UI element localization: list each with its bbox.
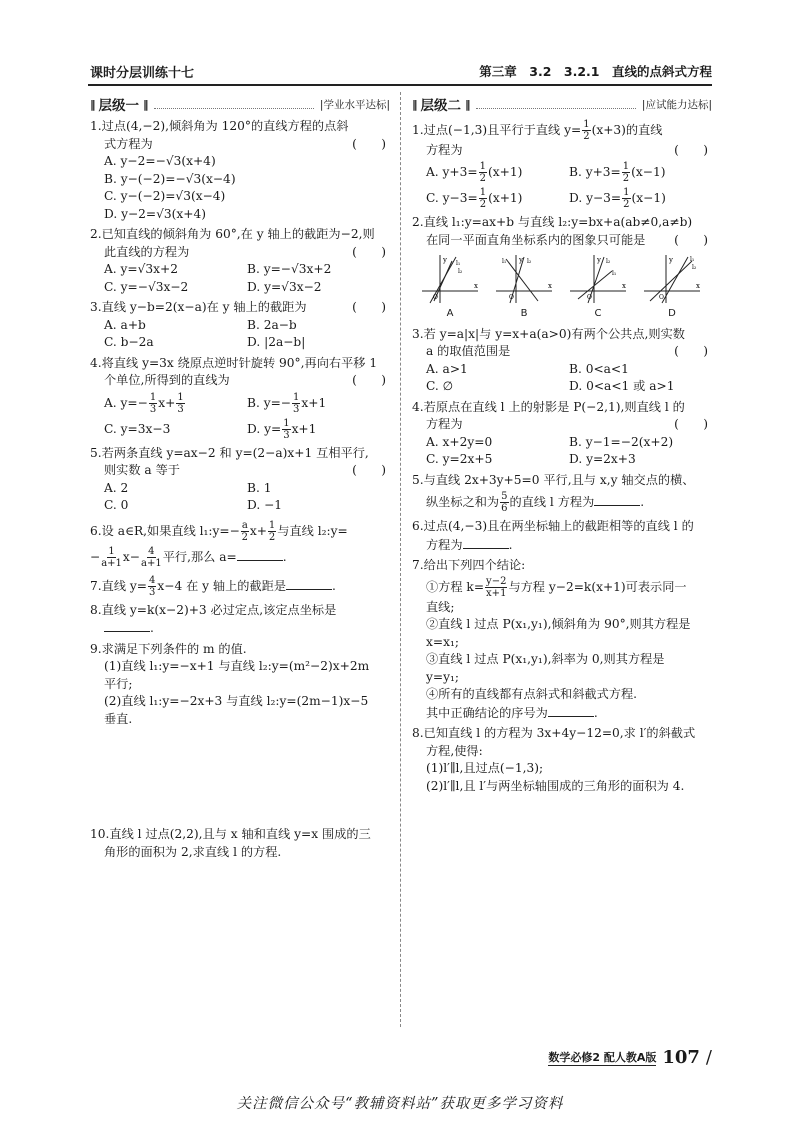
option: B. y−(−2)=−√3(x−4) bbox=[104, 171, 236, 186]
option: A. 2 bbox=[104, 480, 129, 495]
answer-blank bbox=[548, 704, 594, 717]
svg-text:y: y bbox=[519, 256, 523, 264]
svg-text:l₁: l₁ bbox=[612, 270, 617, 277]
column-divider bbox=[400, 92, 401, 1027]
level-two-title: 层级二 bbox=[420, 98, 461, 114]
question-l4: 4.将直线 y=3x 绕原点逆时针旋转 90°,再向右平移 1 个单位,所得到的直线为 ( ) A. y=− $\frac{1}{3}$ x+ $\frac{1}{3}$ B. y=− $\frac{1}{3}$ x+1 C. y=3x−3 D. y= $\frac{1}{3}$ x+1 bbox=[90, 355, 390, 442]
question-l3: 3.直线 y−b=2(x−a)在 y 轴上的截距为 ( ) A. a+b B. 2a−b C. b−2a D. |2a−b| bbox=[90, 299, 390, 352]
svg-text:x: x bbox=[474, 282, 478, 290]
graph-option-c: y x O l₁ l₂ C bbox=[568, 253, 628, 323]
graph-option-b: y x O l₁ l₂ B bbox=[494, 253, 554, 323]
svg-text:O: O bbox=[433, 294, 438, 301]
svg-text:x: x bbox=[622, 282, 626, 290]
graph-option-d: y x O l₁ l₂ D bbox=[642, 253, 702, 323]
header-left-title: 课时分层训练十七 bbox=[90, 66, 195, 81]
svg-text:l₂: l₂ bbox=[527, 258, 532, 265]
svg-text:y: y bbox=[597, 256, 601, 264]
answer-blank bbox=[286, 577, 332, 590]
handwritten-note: 关注微信公众号“教辅资料站”获取更多学习资料 bbox=[236, 1096, 564, 1112]
level-two-heading: ‖ 层级二 ‖ |应试能力达标| bbox=[412, 94, 712, 114]
option: D. y=2x+3 bbox=[569, 452, 636, 466]
option: C. y−3= $\frac{1}{2}$ (x+1) bbox=[426, 187, 523, 210]
option: A. a>1 bbox=[426, 361, 468, 376]
level-one-tag: |学业水平达标| bbox=[319, 98, 390, 111]
question-l10: 10.直线 l 过点(2,2),且与 x 轴和直线 y=x 围成的三 角形的面积为 2,求直线 l 的方程. bbox=[90, 827, 371, 859]
graph-d-figure bbox=[642, 253, 702, 305]
page-footer bbox=[548, 1047, 712, 1068]
graph-options bbox=[412, 253, 712, 323]
option: A. y−2=−√3(x+4) bbox=[104, 154, 216, 168]
graph-option-a: y x O l₁ l₂ A bbox=[420, 253, 480, 323]
question-r2: 2.直线 l₁:y=ax+b 与直线 l₂:y=bx+a(ab≠0,a≠b) 在同一平面直角坐标系内的图象只可能是 ( ) y x O l₁ l₂ A y x O l₁ l₂ B y x O l₁ l₂ C y x O l₁ l₂ D bbox=[412, 214, 712, 323]
question-l7: 7.直线 y= $\frac{4}{3}$ x−4 在 y 轴上的截距是 . bbox=[90, 574, 336, 598]
answer-blank bbox=[594, 493, 640, 506]
level-two-tag: |应试能力达标| bbox=[641, 98, 712, 111]
svg-text:O: O bbox=[509, 294, 514, 301]
option: C. ∅ bbox=[426, 379, 454, 393]
graph-b-figure bbox=[494, 253, 554, 305]
question-r5: 5.与直线 2x+3y+5=0 平行,且与 x,y 轴交点的横、 纵坐标之和为 $\frac{5}{6}$ 的直线 l 方程为 . bbox=[412, 472, 695, 514]
question-r3: 3.若 y=a|x|与 y=x+a(a>0)有两个公共点,则实数 a 的取值范围是 ( ) A. a>1 B. 0<a<1 C. ∅ D. 0<a<1 或 a>1 bbox=[412, 326, 712, 396]
option: A. y=− $\frac{1}{3}$ x+ $\frac{1}{3}$ bbox=[104, 391, 184, 415]
option: D. y=√3x−2 bbox=[247, 279, 322, 294]
svg-text:y: y bbox=[443, 256, 447, 264]
question-r8: 8.已知直线 l 的方程为 3x+4y−12=0,求 l′的斜截式 方程,使得: (1)l′∥l,且过点(−1,3); (2)l′∥l,且 l′与两坐标轴围成的三角形的面积为 4. bbox=[412, 726, 696, 793]
graph-a-figure bbox=[420, 253, 480, 305]
answer-blank bbox=[237, 548, 283, 561]
option: A. a+b bbox=[104, 317, 146, 332]
book-title: 数学必修2 配人教A版 bbox=[548, 1051, 657, 1064]
option: C. y=2x+5 bbox=[426, 452, 493, 466]
svg-text:y: y bbox=[669, 256, 673, 264]
svg-text:l₁: l₁ bbox=[690, 256, 695, 263]
option: A. y+3= $\frac{1}{2}$ (x+1) bbox=[426, 161, 523, 184]
page-number: 107 bbox=[662, 1047, 700, 1068]
question-l8: 8.直线 y=k(x−2)+3 必过定点,该定点坐标是 . bbox=[90, 602, 337, 635]
option: B. y−1=−2(x+2) bbox=[569, 434, 674, 449]
question-r4: 4.若原点在直线 l 上的射影是 P(−2,1),则直线 l 的 方程为 ( ) A. x+2y=0 B. y−1=−2(x+2) C. y=2x+5 D. y=2x+3 bbox=[412, 399, 712, 469]
svg-text:O: O bbox=[587, 294, 592, 301]
option: D. y−3= $\frac{1}{2}$ (x−1) bbox=[569, 187, 666, 210]
svg-text:x: x bbox=[696, 282, 700, 290]
svg-text:l₁: l₁ bbox=[456, 260, 461, 267]
option: B. y=− $\frac{1}{3}$ x+1 bbox=[247, 391, 327, 415]
answer-blank bbox=[104, 619, 150, 632]
page-slash: / bbox=[705, 1047, 712, 1068]
question-l2: 2.已知直线的倾斜角为 60°,在 y 轴上的截距为−2,则 此直线的方程为 ( ) A. y=√3x+2 B. y=−√3x+2 C. y=−√3x−2 D. y=√3x−2 bbox=[90, 226, 390, 296]
option: C. y=3x−3 bbox=[104, 421, 171, 436]
svg-text:l₂: l₂ bbox=[458, 268, 463, 275]
question-l9: 9.求满足下列条件的 m 的值. (1)直线 l₁:y=−x+1 与直线 l₂:y=(m²−2)x+2m 平行; (2)直线 l₁:y=−2x+3 与直线 l₂:y=(2m−1)x−5 垂直. bbox=[90, 641, 370, 726]
option: C. y=−√3x−2 bbox=[104, 279, 189, 294]
question-l6: 6.设 a∈R,如果直线 l₁:y=− $\frac{a}{2}$ x+ $\frac{1}{2}$ 与直线 l₂:y= − $\frac{1}{a+1}$ x− $\frac{4}{a+1}$ 平行,那么 a= . bbox=[90, 519, 348, 569]
option: D. −1 bbox=[247, 498, 283, 512]
option: B. 1 bbox=[247, 480, 272, 495]
option: A. y=√3x+2 bbox=[104, 262, 179, 276]
option: C. 0 bbox=[104, 498, 129, 512]
question-r1: 1.过点(−1,3)且平行于直线 y= $\frac{1}{2}$ (x+3)的直线 方程为 ( ) A. y+3= $\frac{1}{2}$ (x+1) B. y+3= $\frac{1}{2}$ (x−1) C. y−3= $\frac{1}{2}$ (x+1) D. y−3= $\frac{1}{2}$ (x−1) bbox=[412, 118, 712, 211]
question-r7: 7.给出下列四个结论: ①方程 k= $\frac{y-2}{x+1}$ 与方程 y−2=k(x+1)可表示同一 直线; ②直线 l 过点 P(x₁,y₁),倾斜角为 90°,则其方程是 x=x₁; ③直线 l 过点 P(x₁,y₁),斜率为 0,则其方程是 y=y₁; ④所有的直线都有点斜式和斜截式方程. 其中正确结论的序号为 . bbox=[412, 558, 691, 720]
option: A. x+2y=0 bbox=[426, 434, 493, 449]
level-one-title: 层级一 bbox=[98, 98, 139, 114]
question-l1: 1.过点(4,−2),倾斜角为 120°的直线方程的点斜 式方程为 ( ) A. y−2=−√3(x+4) B. y−(−2)=−√3(x−4) C. y−(−2)=√3(x−4) D. y−2=√3(x+4) bbox=[90, 118, 390, 223]
svg-text:x: x bbox=[548, 282, 552, 290]
graph-c-figure bbox=[568, 253, 628, 305]
svg-text:O: O bbox=[659, 294, 664, 301]
option: D. y= $\frac{1}{3}$ x+1 bbox=[247, 417, 317, 441]
option: D. y−2=√3(x+4) bbox=[104, 206, 207, 221]
option: B. 2a−b bbox=[247, 317, 297, 332]
left-column bbox=[90, 94, 390, 859]
answer-blank bbox=[463, 536, 509, 549]
option: C. b−2a bbox=[104, 335, 154, 349]
option: C. y−(−2)=√3(x−4) bbox=[104, 189, 226, 203]
svg-text:l₂: l₂ bbox=[606, 258, 611, 265]
option: D. |2a−b| bbox=[247, 335, 306, 349]
header-rule bbox=[88, 84, 712, 86]
option: B. y=−√3x+2 bbox=[247, 262, 332, 276]
header-right-chapter: 第三章 3.2 3.2.1 直线的点斜式方程 bbox=[479, 64, 712, 79]
level-one-heading: ‖ 层级一 ‖ |学业水平达标| bbox=[90, 94, 390, 114]
svg-text:l₁: l₁ bbox=[502, 258, 507, 265]
svg-text:l₂: l₂ bbox=[692, 264, 697, 271]
option: B. 0<a<1 bbox=[569, 361, 629, 376]
option: D. 0<a<1 或 a>1 bbox=[569, 379, 675, 393]
option: B. y+3= $\frac{1}{2}$ (x−1) bbox=[569, 161, 666, 184]
question-r6: 6.过点(4,−3)且在两坐标轴上的截距相等的直线 l 的 方程为 . bbox=[412, 519, 694, 552]
right-column bbox=[412, 94, 712, 798]
question-l5: 5.若两条直线 y=ax−2 和 y=(2−a)x+1 互相平行, 则实数 a 等于 ( ) A. 2 B. 1 C. 0 D. −1 bbox=[90, 445, 390, 515]
